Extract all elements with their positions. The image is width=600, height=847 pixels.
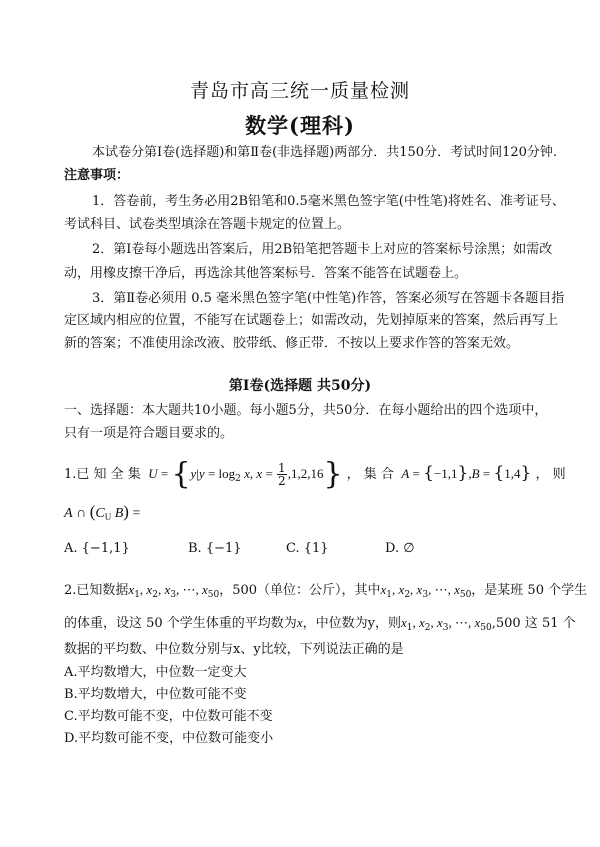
q2-option-c: C.平均数可能不变，中位数可能不变 [64,709,273,724]
exam-subject: 数学(理科) [245,113,355,138]
note-3-line-1: 3．第Ⅱ卷必须用 0.5 毫米黑色签字笔(中性笔)作答，答案必须写在答题卡各题目指 [92,291,565,306]
q2-option-b: B.平均数增大，中位数可能不变 [64,687,247,702]
notes-heading: 注意事项： [64,168,130,183]
q1-prefix: 1.已 知 全 集 [64,467,141,482]
intro-text: 本试卷分第Ⅰ卷(选择题)和第Ⅱ卷(非选择题)两部分．共150分．考试时间120分钟. [92,145,558,160]
question-1: 1.已 知 全 集 $U = \{y|y = \log_2 x$, x = $\frac{1}{2}$ ,1,2,16} ， 集 合 A = {−1,1},B = {1,4} ， 则 [64,456,566,492]
q2-line-3: 数据的平均数、中位数分别与x、y比较，下列说法正确的是 [64,642,404,657]
section-1-instruction-line-1: 一、选择题：本大题共10小题。每小题5分，共50分．在每小题给出的四个选项中， [64,403,548,418]
note-1-line-1: 1．答卷前，考生务必用2B铅笔和0.5毫米黑色签字笔(中性笔)将姓名、准考证号、 [92,194,565,209]
q1-option-a: A. {−1,1} [64,541,130,556]
q1-fraction: $\frac{1}{2}$ [278,461,286,488]
note-2-line-1: 2．第Ⅰ卷每小题选出答案后，用2B铅笔把答题卡上对应的答案标号涂黑；如需改 [92,242,553,257]
q1-option-b: B. {−1} [188,541,242,556]
q1-set-u-values: 1,2,16 [290,466,324,481]
note-2-line-2: 动，用橡皮擦干净后，再选涂其他答案标号．答案不能答在试题卷上。 [64,266,468,281]
q2-option-a: A.平均数增大，中位数一定变大 [64,665,247,680]
note-3-line-3: 新的答案；不准使用涂改液、胶带纸、修正带．不按以上要求作答的答案无效。 [64,336,520,351]
q2-line-1-a: 2.已知数据 [64,583,129,598]
q2-line-1-b: ，500（单位：公斤），其中 [219,583,381,598]
note-3-line-2: 定区域内相应的位置，不能写在试题卷上；如需改动，先划掉原来的答案，然后再写上 [64,313,559,328]
q1-tail: ， 则 [535,467,566,482]
exam-title: 青岛市高三统一质量检测 [189,80,410,102]
q1-option-c: C. {1} [286,541,329,556]
q1-mid-text: ， 集 合 [346,467,394,482]
q2-option-d: D.平均数可能不变，中位数可能变小 [64,731,274,746]
q1-set-u: U [144,466,158,481]
q2-line-2-c: ,500 这 51 个 [491,616,576,631]
q2-line-1-c: ，是某班 50 个学生 [471,583,588,598]
section-1-title: 第Ⅰ卷(选择题 共50分) [228,378,372,394]
q1-option-d: D. ∅ [385,541,415,556]
q2-line-2-b: ，中位数为y，则 [302,616,401,631]
section-1-instruction-line-2: 只有一项是符合题目要求的。 [64,426,234,441]
q2-line-2: 的体重，设这 50 个学生体重的平均数为x，中位数为y，则$x_1$, $x_2$, $x_3$, ⋯, $x_{50},500$ 这 51 个 [64,615,576,633]
q1-expression: A ∩ ($C_U$ B) = [64,502,141,522]
q2-line-1: 2.已知数据$x_1$, $x_2$, $x_3$, ⋯, $x_{50}$，500（单位：公斤），其中$x_1$, $x_2$, $x_3$, ⋯, $x_{50}$，是某班 50 个学生 [64,582,588,600]
q2-line-2-a: 的体重，设这 50 个学生体重的平均数为 [64,616,297,631]
note-1-line-2: 考试科目、试卷类型填涂在答题卡规定的位置上。 [64,217,351,232]
